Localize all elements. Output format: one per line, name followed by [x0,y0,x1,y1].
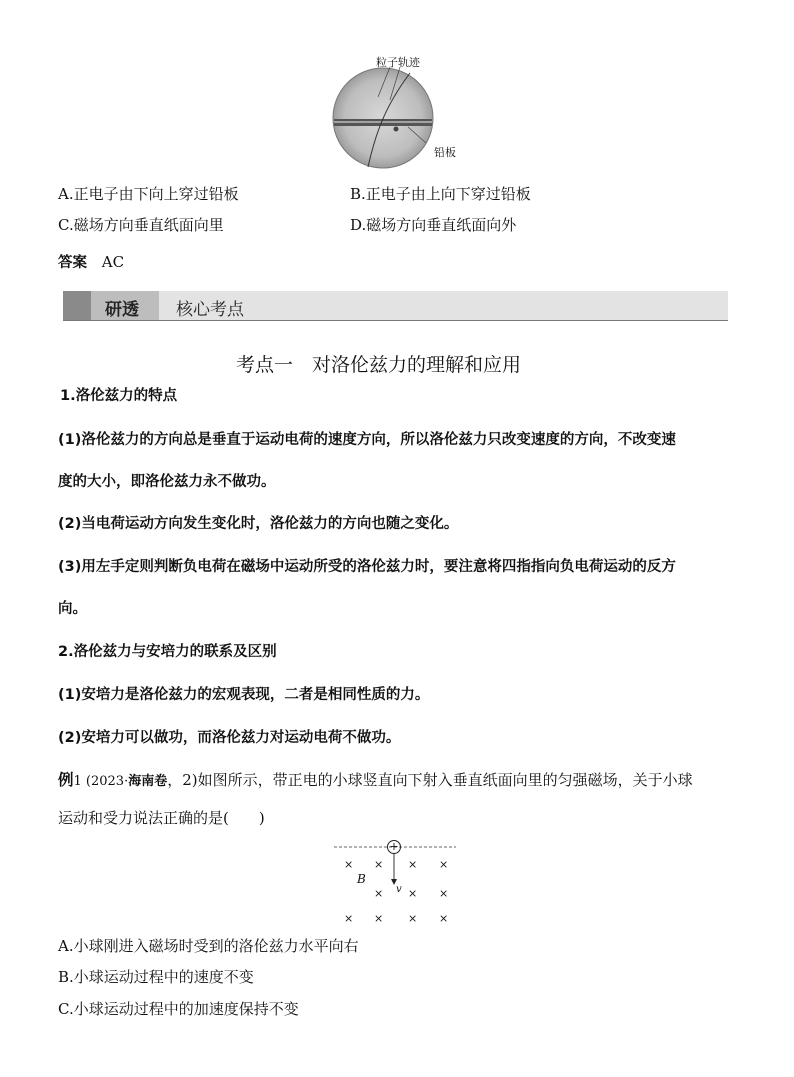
example-line1-rest: ，2)如图所示，带正电的小球竖直向下射入垂直纸面向里的匀强磁场，关于小球 [167,771,693,789]
section-title: 核心考点 [176,300,244,320]
field-cross: × [439,887,449,900]
topic-heading: 考点一 对洛伦兹力的理解和应用 [236,354,522,376]
example-line1 [58,770,693,792]
point1-item2: (2)当电荷运动方向发生变化时，洛伦兹力的方向也随之变化。 [58,516,459,532]
velocity-label: v [396,884,402,895]
example-option-c: C.小球运动过程中的加速度保持不变 [58,1000,299,1018]
point1-title: 1.洛伦兹力的特点 [60,388,178,404]
field-cross: × [374,858,384,871]
answer-label: 答案 [58,255,87,271]
example-source: 海南卷 [128,774,168,789]
field-cross: × [439,858,449,871]
section-tag: 研透 [105,300,139,320]
example-option-b: B.小球运动过程中的速度不变 [58,968,254,986]
example-label: 例 [58,771,74,789]
section-banner-rule [63,320,728,321]
magnetic-field-figure [330,834,460,930]
example-line2: 运动和受力说法正确的是( ) [58,809,265,827]
field-cross: × [344,858,354,871]
option-a: A.正电子由下向上穿过铅板 [58,185,239,203]
example-pre: 1 (2023· [73,774,129,789]
track-label: 粒子轨迹 [376,56,420,69]
point2-item2: (2)安培力可以做功，而洛伦兹力对运动电荷不做功。 [58,730,401,746]
option-b: B.正电子由上向下穿过铅板 [350,185,531,203]
field-label: B [357,872,366,886]
section-banner [63,291,728,321]
option-d: D.磁场方向垂直纸面向外 [350,216,517,234]
point2-title: 2.洛伦兹力与安培力的联系及区别 [58,644,277,660]
field-cross: × [374,912,384,925]
answer-value: AC [101,253,125,271]
section-banner-accent [63,291,91,321]
option-c: C.磁场方向垂直纸面向里 [58,216,224,234]
point1-item1-line2: 度的大小，即洛伦兹力永不做功。 [58,474,276,490]
point1-item3-line2: 向。 [58,601,87,617]
point1-item1-line1: (1)洛伦兹力的方向总是垂直于运动电荷的速度方向，所以洛伦兹力只改变速度的方向，不改变速 [58,432,676,448]
point1-item3-line1: (3)用左手定则判断负电荷在磁场中运动所受的洛伦兹力时，要注意将四指指向负电荷运动的反方 [58,559,676,575]
field-cross: × [344,912,354,925]
point2-item1: (1)安培力是洛伦兹力的宏观表现，二者是相同性质的力。 [58,687,430,703]
field-cross: × [408,858,418,871]
answer-line [58,252,124,273]
field-cross: × [408,912,418,925]
bubble-chamber-figure [330,55,470,175]
example-option-a: A.小球刚进入磁场时受到的洛伦兹力水平向右 [58,937,359,955]
field-cross: × [408,887,418,900]
charged-ball-icon: + [387,840,401,854]
plate-label: 铅板 [434,146,456,159]
field-cross: × [374,887,384,900]
field-cross: × [439,912,449,925]
